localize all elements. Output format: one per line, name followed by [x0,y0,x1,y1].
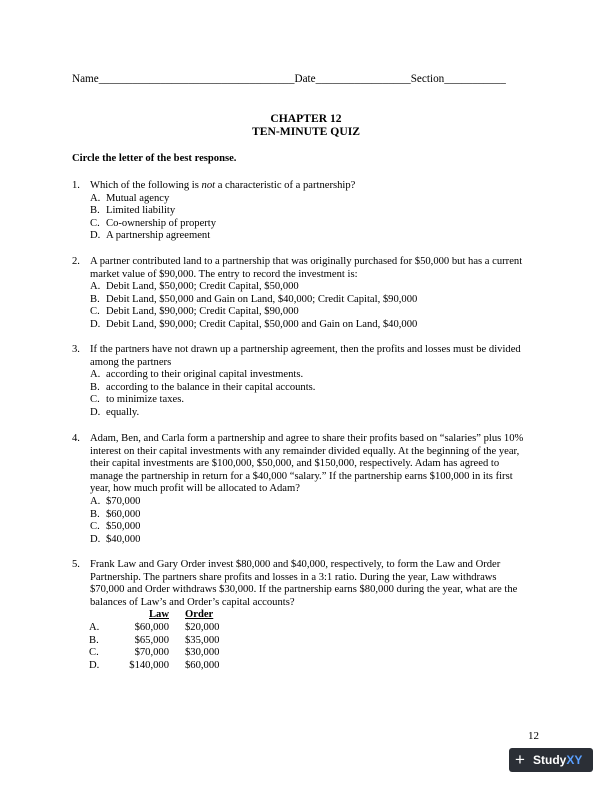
question-stem-line: $70,000 and Order withdraws $30,000. If the partnership earns $80,000 during the year, what are the [90,584,518,596]
option-a[interactable]: A. $60,000 $20,000 [72,622,243,635]
question-2 [72,256,542,332]
option-b[interactable]: B. Limited liability [90,205,176,217]
question-stem-line: If the partners have not drawn up a partnership agreement, then the profits and losses must be divided [90,344,521,355]
law-balance: $60,000 [134,621,169,633]
question-stem-line: manage the partnership in return for a $40,000 “salary.” If the partnership earns $100,000 in its first [90,470,513,482]
column-header-order: Order [185,609,214,621]
question-stem-line: market value of $90,000. The entry to record the investment is: [90,268,358,280]
option-b[interactable]: B. Debit Land, $50,000 and Gain on Land, $40,000; Credit Capital, $90,000 [90,293,418,305]
order-balance: $35,000 [185,634,220,646]
question-stem-line: Frank Law and Gary Order invest $80,000 and $40,000, respectively, to form the Law and Order [90,559,501,570]
option-a[interactable]: A. Debit Land, $50,000; Credit Capital, $50,000 [90,281,299,293]
question-number: 1. [72,180,80,191]
order-balance: $20,000 [185,621,220,633]
option-d[interactable]: D. $140,000 $60,000 [72,660,243,673]
option-d[interactable]: D. equally. [90,406,140,418]
page-number: 12 [528,730,539,742]
law-balance: $70,000 [134,647,169,659]
column-header-law: Law [148,609,169,621]
option-a[interactable]: A. according to their original capital investments. [90,369,304,381]
option-c[interactable]: C. $50,000 [90,521,141,533]
table-header-row [72,609,243,622]
plus-icon: + [515,750,525,769]
emphasis-not: not [201,180,216,191]
option-c[interactable]: C. Debit Land, $90,000; Credit Capital, $90,000 [90,306,299,318]
option-b[interactable]: B. $65,000 $35,000 [72,635,243,648]
order-balance: $60,000 [185,659,220,671]
quiz-title: TEN-MINUTE QUIZ [252,125,360,138]
question-stem-line: year, how much profit will be allocated to Adam? [90,483,300,495]
question-stem: Which of the following is not a characteristic of a partnership? [90,180,356,191]
question-1 [72,180,542,243]
question-stem-line: interest on their capital investments with any remainder divided equally. At the beginning of the year, [90,445,520,457]
option-c[interactable]: C. $70,000 $30,000 [72,647,243,660]
instructions: Circle the letter of the best response. [72,153,237,164]
option-c[interactable]: C. Co-ownership of property [90,217,217,229]
question-3 [72,344,542,420]
option-c[interactable]: C. to minimize taxes. [90,394,184,406]
question-4 [72,433,542,546]
law-balance: $65,000 [134,634,169,646]
option-d[interactable]: D. $40,000 [90,533,141,545]
option-b[interactable]: B. according to the balance in their capital accounts. [90,381,316,393]
chapter-title: CHAPTER 12 [270,112,342,125]
question-stem-line: Partnership. The partners share profits and losses in a 3:1 ratio. During the year, Law withdraws [90,571,497,583]
question-stem-line: Adam, Ben, and Carla form a partnership and agree to share their profits based on “salaries” plus 10% [90,433,524,444]
question-stem-line: A partner contributed land to a partnership that was originally purchased for $50,000 but has a current [90,256,523,267]
name-date-section-line: Name___________________________________Date_________________Section___________ [72,73,506,85]
option-a[interactable]: A. Mutual agency [90,192,170,204]
law-balance: $140,000 [129,659,169,671]
option-a[interactable]: A. $70,000 [90,495,141,507]
question-number: 5. [72,559,80,570]
option-b[interactable]: B. $60,000 [90,508,141,520]
question-stem-line: among the partners [90,356,172,368]
answer-table [72,609,243,672]
question-number: 4. [72,433,80,444]
question-stem-line: balances of Law’s and Order’s capital accounts? [90,596,295,608]
question-number: 2. [72,256,80,267]
question-number: 3. [72,344,80,355]
order-balance: $30,000 [185,647,220,659]
question-stem-line: their capital investments are $100,000, $50,000, and $150,000, respectively. Adam has agreed to [90,458,500,470]
studyxy-logo[interactable] [509,748,593,772]
question-5 [72,559,542,672]
option-d[interactable]: D. A partnership agreement [90,230,211,242]
logo-text: StudyXY [533,753,583,767]
option-d[interactable]: D. Debit Land, $90,000; Credit Capital, $50,000 and Gain on Land, $40,000 [90,318,418,330]
